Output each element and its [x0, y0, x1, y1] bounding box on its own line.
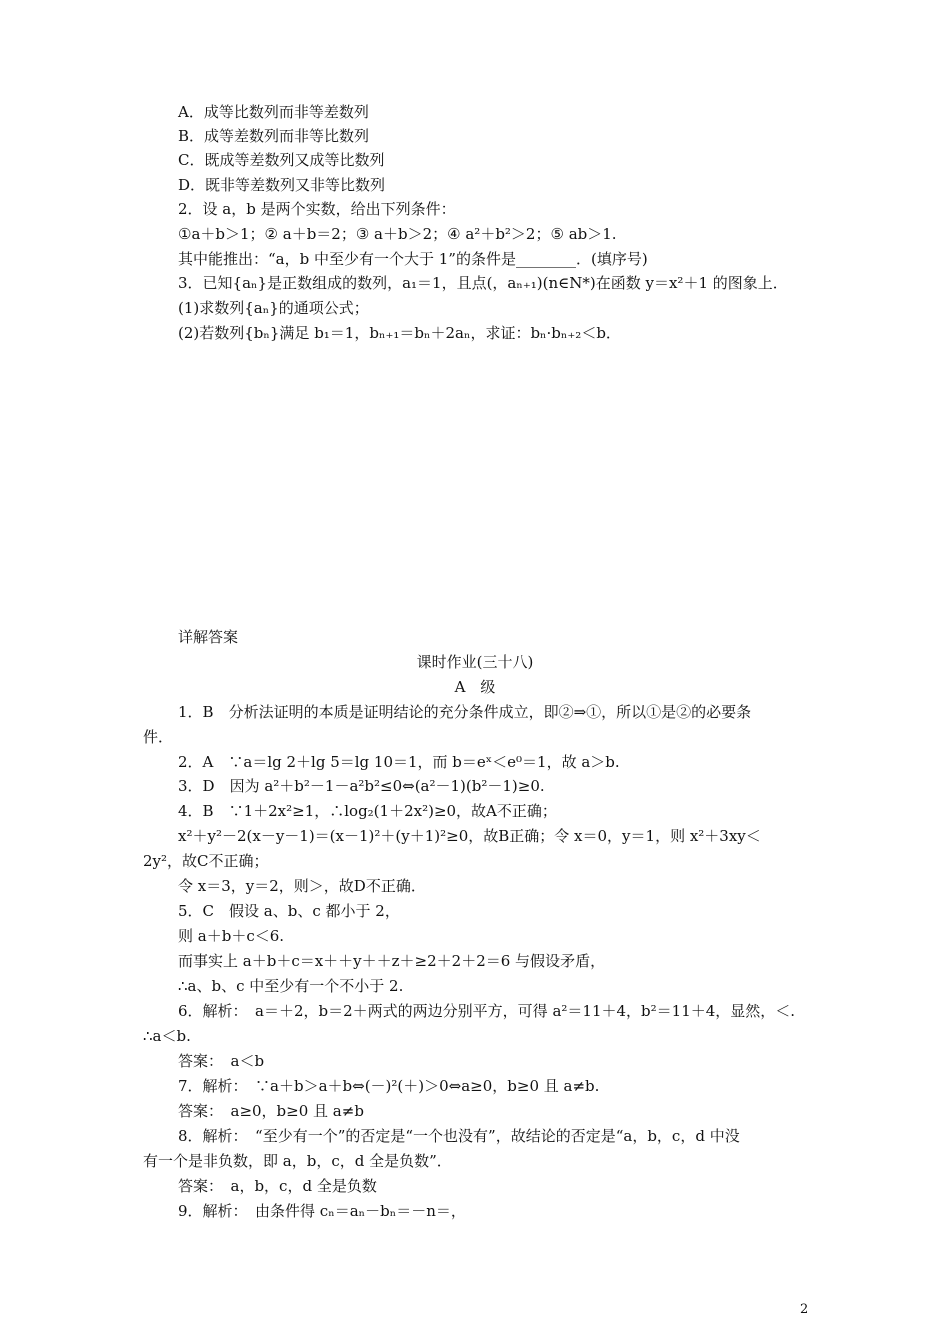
question-3-part-2: (2)若数列{bₙ}满足 b₁＝1，bₙ₊₁＝bₙ＋2aₙ，求证：bₙ·bₙ₊₂＜b． — [178, 324, 621, 342]
answer-line: x²＋y²－2(x－y－1)＝(x－1)²＋(y＋1)²≥0，故B正确；令 x＝0，y＝1，则 x²＋3xy＜ — [178, 827, 761, 845]
answer-line: 而事实上 a＋b＋c＝x＋＋y＋＋z＋≥2＋2＋2＝6 与假设矛盾， — [178, 952, 606, 970]
page-number: 2 — [800, 1302, 809, 1317]
option-a: A．成等比数列而非等差数列 — [178, 103, 369, 121]
answer-line: 答案： a≥0，b≥0 且 a≠b — [178, 1102, 364, 1120]
question-2-ask: 其中能推出：“a，b 中至少有一个大于 1”的条件是________．(填序号) — [178, 250, 648, 268]
answer-line: 2．A ∵a＝lg 2＋lg 5＝lg 10＝1，而 b＝eˣ＜e⁰＝1，故 a＞b. — [178, 753, 620, 771]
answer-line: 答案： a＜b — [178, 1052, 265, 1070]
option-b: B．成等差数列而非等比数列 — [178, 127, 370, 145]
answer-line: ∴a、b、c 中至少有一个不小于 2. — [178, 977, 404, 995]
answer-line: 令 x＝3，y＝2，则＞，故D不正确． — [178, 877, 426, 895]
answer-line: 9．解析： 由条件得 cₙ＝aₙ－bₙ＝－n＝， — [178, 1202, 466, 1220]
answer-line: 答案： a，b，c，d 全是负数 — [178, 1177, 377, 1195]
answer-line: ∴a＜b. — [143, 1027, 191, 1045]
answer-line: 有一个是非负数，即 a，b，c，d 全是负数”． — [143, 1152, 452, 1170]
answer-line: 1．B 分析法证明的本质是证明结论的充分条件成立，即②⇒①，所以①是②的必要条 — [178, 703, 752, 721]
answer-line: 3．D 因为 a²＋b²－1－a²b²≤0⇔(a²－1)(b²－1)≥0. — [178, 777, 545, 795]
question-2: 2．设 a，b 是两个实数，给出下列条件： — [178, 200, 456, 218]
option-c: C．既成等差数列又成等比数列 — [178, 151, 385, 169]
answer-line: 5．C 假设 a、b、c 都小于 2， — [178, 902, 400, 920]
option-d: D．既非等差数列又非等比数列 — [178, 176, 386, 194]
answers-title: 课时作业(三十八) — [416, 653, 534, 671]
question-3-part-1: (1)求数列{aₙ}的通项公式； — [178, 299, 369, 317]
answers-heading: 详解答案 — [178, 628, 239, 646]
answers-level: A 级 — [454, 678, 496, 696]
question-3: 3．已知{aₙ}是正数组成的数列，a₁＝1，且点(，aₙ₊₁)(n∈N*)在函数 y＝x²＋1 的图象上． — [178, 274, 788, 292]
answer-line: 2y²，故C不正确； — [143, 852, 269, 870]
answer-line: 4．B ∵1＋2x²≥1，∴log₂(1＋2x²)≥0，故A不正确； — [178, 802, 557, 820]
answer-line: 则 a＋b＋c＜6. — [178, 927, 285, 945]
answer-line: 6．解析： a＝＋2，b＝2＋两式的两边分别平方，可得 a²＝11＋4，b²＝11＋4，显然，＜. — [178, 1002, 796, 1020]
question-2-conditions: ①a＋b＞1；② a＋b＝2；③ a＋b＞2；④ a²＋b²＞2；⑤ ab＞1. — [178, 225, 617, 243]
answer-line: 件． — [143, 728, 174, 746]
answer-line: 7．解析： ∵a＋b＞a＋b⇔(－)²(＋)＞0⇔a≥0，b≥0 且 a≠b. — [178, 1077, 600, 1095]
answer-line: 8．解析： “至少有一个”的否定是“一个也没有”，故结论的否定是“a，b，c，d 中没 — [178, 1127, 740, 1145]
